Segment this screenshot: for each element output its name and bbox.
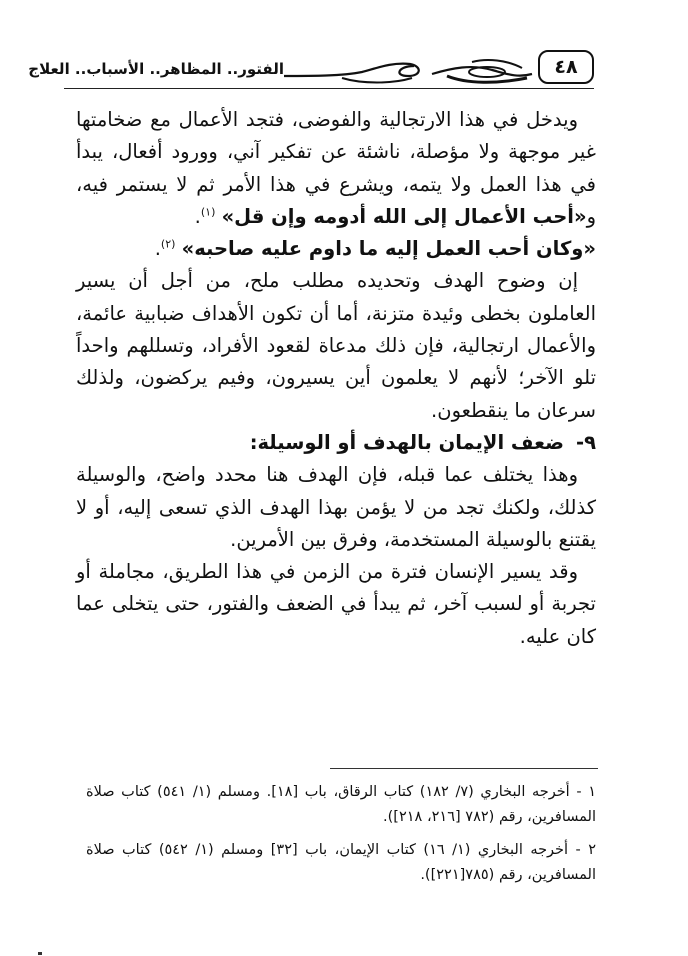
paragraph-3: إن وضوح الهدف وتحديده مطلب ملح، من أجل أن يسير العاملون بخطى وئيدة متزنة، أما أن تكون الأهداف ضبابية عائمة، والأعمال ارتجالية، فإن ذلك مدعاة لقعود الأفراد، وتسللهم واحداً تلو الآخر؛ لأنهم لا يعلمون أين يسيرون، وفيم يركضون، ولذلك سرعان ما ينقطعون. <box>76 269 596 422</box>
footnote-separator <box>330 768 598 769</box>
footnote-ref-2: (٢) <box>160 237 176 251</box>
section-title: ضعف الإيمان بالهدف أو الوسيلة: <box>249 430 564 454</box>
footnote-ref-1: (١) <box>200 205 216 219</box>
paragraph-1 <box>76 104 596 233</box>
body-text <box>76 104 596 653</box>
paragraph-5: وقد يسير الإنسان فترة من الزمن في هذا الطريق، مجاملة أو تجربة أو لسبب آخر، ثم يبدأ في الضعف والفتور، حتى يتخلى عما كان عليه. <box>76 560 596 648</box>
hadith-quote-2: «وكان أحب العمل إليه ما داوم عليه صاحبه» <box>181 237 596 261</box>
footnote-1: ١ - أخرجه البخاري (٧/ ١٨٢) كتاب الرقاق، باب [١٨]. ومسلم (١/ ٥٤١) كتاب صلاة المسافرين، رقم (٧٨٢ [٢١٦، ٢١٨]). <box>86 784 596 825</box>
section-heading <box>76 427 596 459</box>
running-title: الفتور.. المظاهر.. الأسباب.. العلاج <box>28 60 284 78</box>
paragraph-2-end: . <box>154 237 161 261</box>
footnotes <box>86 780 596 888</box>
paragraph-1-end: . <box>194 204 201 228</box>
paragraph-1-text: ويدخل في هذا الارتجالية والفوضى، فتجد الأعمال مع ضخامتها غير موجهة ولا مؤصلة، ناشئة عن تفكير آني، وورود أفعال، يبدأ في هذا العمل ولا يتمه، ويشرع في هذا الأمر ثم لا يستمر فيه، و <box>76 108 596 228</box>
footnote-2: ٢ - أخرجه البخاري (١/ ١٦) كتاب الإيمان، باب [٣٢] ومسلم (١/ ٥٤٢) كتاب صلاة المسافرين، رقم (٧٨٥[٢٢١]). <box>86 842 597 883</box>
paragraph-4: وهذا يختلف عما قبله، فإن الهدف هنا محدد واضح، والوسيلة كذلك، ولكنك تجد من لا يؤمن بهذا الهدف الذي تسعى إليه، أو لا يقتنع بالوسيلة المستخدمة، وفرق بين الأمرين. <box>76 463 596 551</box>
header-rule <box>64 88 594 89</box>
page-header <box>28 50 594 92</box>
hadith-quote-1: «أحب الأعمال إلى الله أدومه وإن قل» <box>221 204 587 228</box>
section-number: ٩- <box>576 430 596 454</box>
paragraph-2 <box>76 233 596 265</box>
page-number: ٤٨ <box>538 50 594 84</box>
scan-speck <box>38 952 42 955</box>
decorative-ornament <box>282 54 534 84</box>
